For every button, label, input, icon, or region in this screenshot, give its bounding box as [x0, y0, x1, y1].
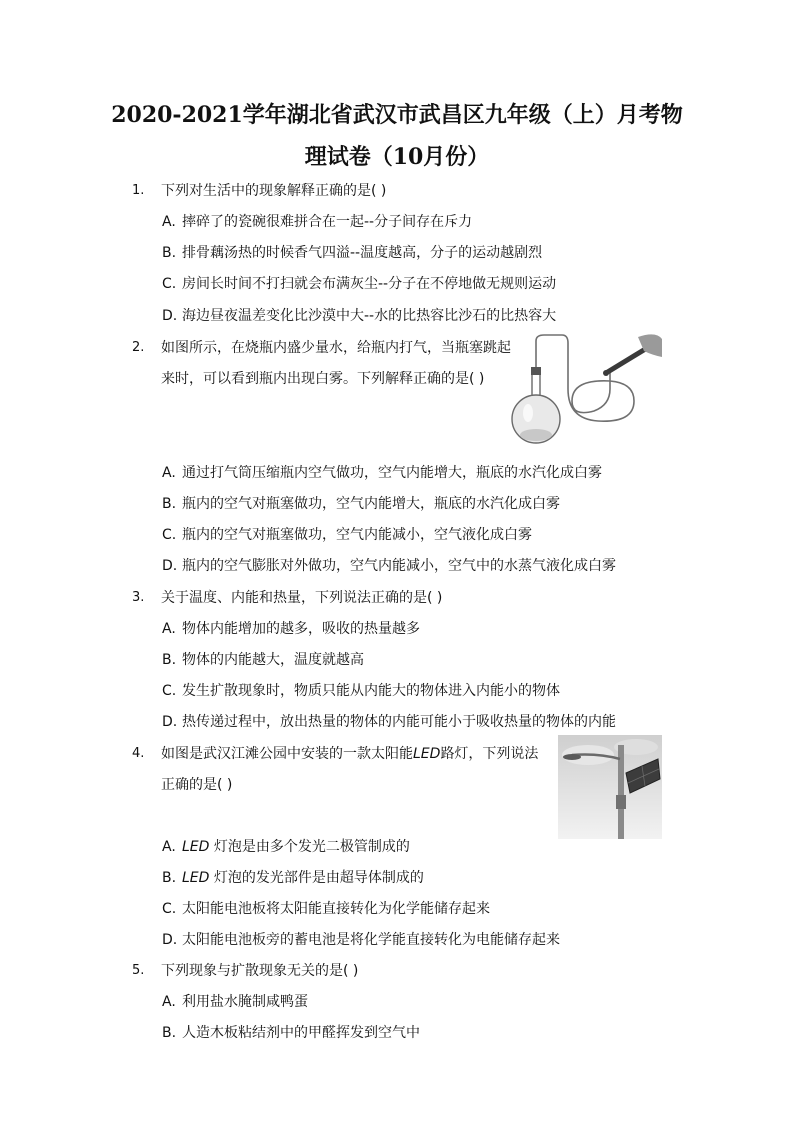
question-2-stem-line1: 如图所示，在烧瓶内盛少量水，给瓶内打气，当瓶塞跳起: [161, 340, 511, 356]
solar-street-lamp-photo: [558, 735, 662, 839]
question-4-option-a[interactable]: A. LED 灯泡是由多个发光二极管制成的: [162, 839, 410, 855]
question-1-stem: 下列对生活中的现象解释正确的是( ): [161, 183, 387, 199]
question-1-option-d[interactable]: D. 海边昼夜温差变化比沙漠中大--水的比热容比沙石的比热容大: [162, 308, 557, 324]
question-1-option-b[interactable]: B. 排骨藕汤热的时候香气四溢--温度越高，分子的运动越剧烈: [162, 245, 543, 261]
question-3-option-b[interactable]: B. 物体的内能越大，温度就越高: [162, 652, 364, 668]
question-3-option-d[interactable]: D. 热传递过程中，放出热量的物体的内能可能小于吸收热量的物体的内能: [162, 714, 616, 730]
question-5-stem: 下列现象与扩散现象无关的是( ): [161, 963, 359, 979]
question-5-option-b[interactable]: B. 人造木板粘结剂中的甲醛挥发到空气中: [162, 1025, 420, 1041]
question-2-stem-line2: 来时，可以看到瓶内出现白雾。下列解释正确的是( ): [161, 371, 485, 387]
question-3-option-c[interactable]: C. 发生扩散现象时，物质只能从内能大的物体进入内能小的物体: [162, 683, 560, 699]
question-1-option-a[interactable]: A. 摔碎了的瓷碗很难拼合在一起--分子间存在斥力: [162, 214, 473, 230]
question-5-option-a[interactable]: A. 利用盐水腌制咸鸭蛋: [162, 994, 308, 1010]
question-3-stem: 关于温度、内能和热量，下列说法正确的是( ): [161, 590, 443, 606]
question-1-option-c[interactable]: C. 房间长时间不打扫就会布满灰尘--分子在不停地做无规则运动: [162, 276, 557, 292]
question-4-stem-line2: 正确的是( ): [161, 777, 233, 793]
page-title-line2: 理试卷（10月份）: [304, 144, 490, 170]
question-5-number: 5.: [132, 963, 145, 978]
question-2-number: 2.: [132, 340, 145, 355]
question-2-option-b[interactable]: B. 瓶内的空气对瓶塞做功，空气内能增大，瓶底的水汽化成白雾: [162, 496, 560, 512]
question-4-stem-line1: 如图是武汉江滩公园中安装的一款太阳能LED路灯，下列说法: [161, 746, 539, 762]
question-4-option-c[interactable]: C. 太阳能电池板将太阳能直接转化为化学能储存起来: [162, 901, 490, 917]
page-title-line1: 2020-2021学年湖北省武汉市武昌区九年级（上）月考物: [111, 102, 683, 128]
question-3-number: 3.: [132, 590, 145, 605]
question-2-option-c[interactable]: C. 瓶内的空气对瓶塞做功，空气内能减小，空气液化成白雾: [162, 527, 532, 543]
flask-pump-figure: [506, 331, 662, 447]
question-1-number: 1.: [132, 183, 145, 198]
question-2-option-a[interactable]: A. 通过打气筒压缩瓶内空气做功，空气内能增大，瓶底的水汽化成白雾: [162, 465, 602, 481]
question-4-number: 4.: [132, 746, 145, 761]
question-4-option-b[interactable]: B. LED 灯泡的发光部件是由超导体制成的: [162, 870, 424, 886]
question-2-option-d[interactable]: D. 瓶内的空气膨胀对外做功，空气内能减小，空气中的水蒸气液化成白雾: [162, 558, 616, 574]
question-4-option-d[interactable]: D. 太阳能电池板旁的蓄电池是将化学能直接转化为电能储存起来: [162, 932, 560, 948]
question-3-option-a[interactable]: A. 物体内能增加的越多，吸收的热量越多: [162, 621, 420, 637]
